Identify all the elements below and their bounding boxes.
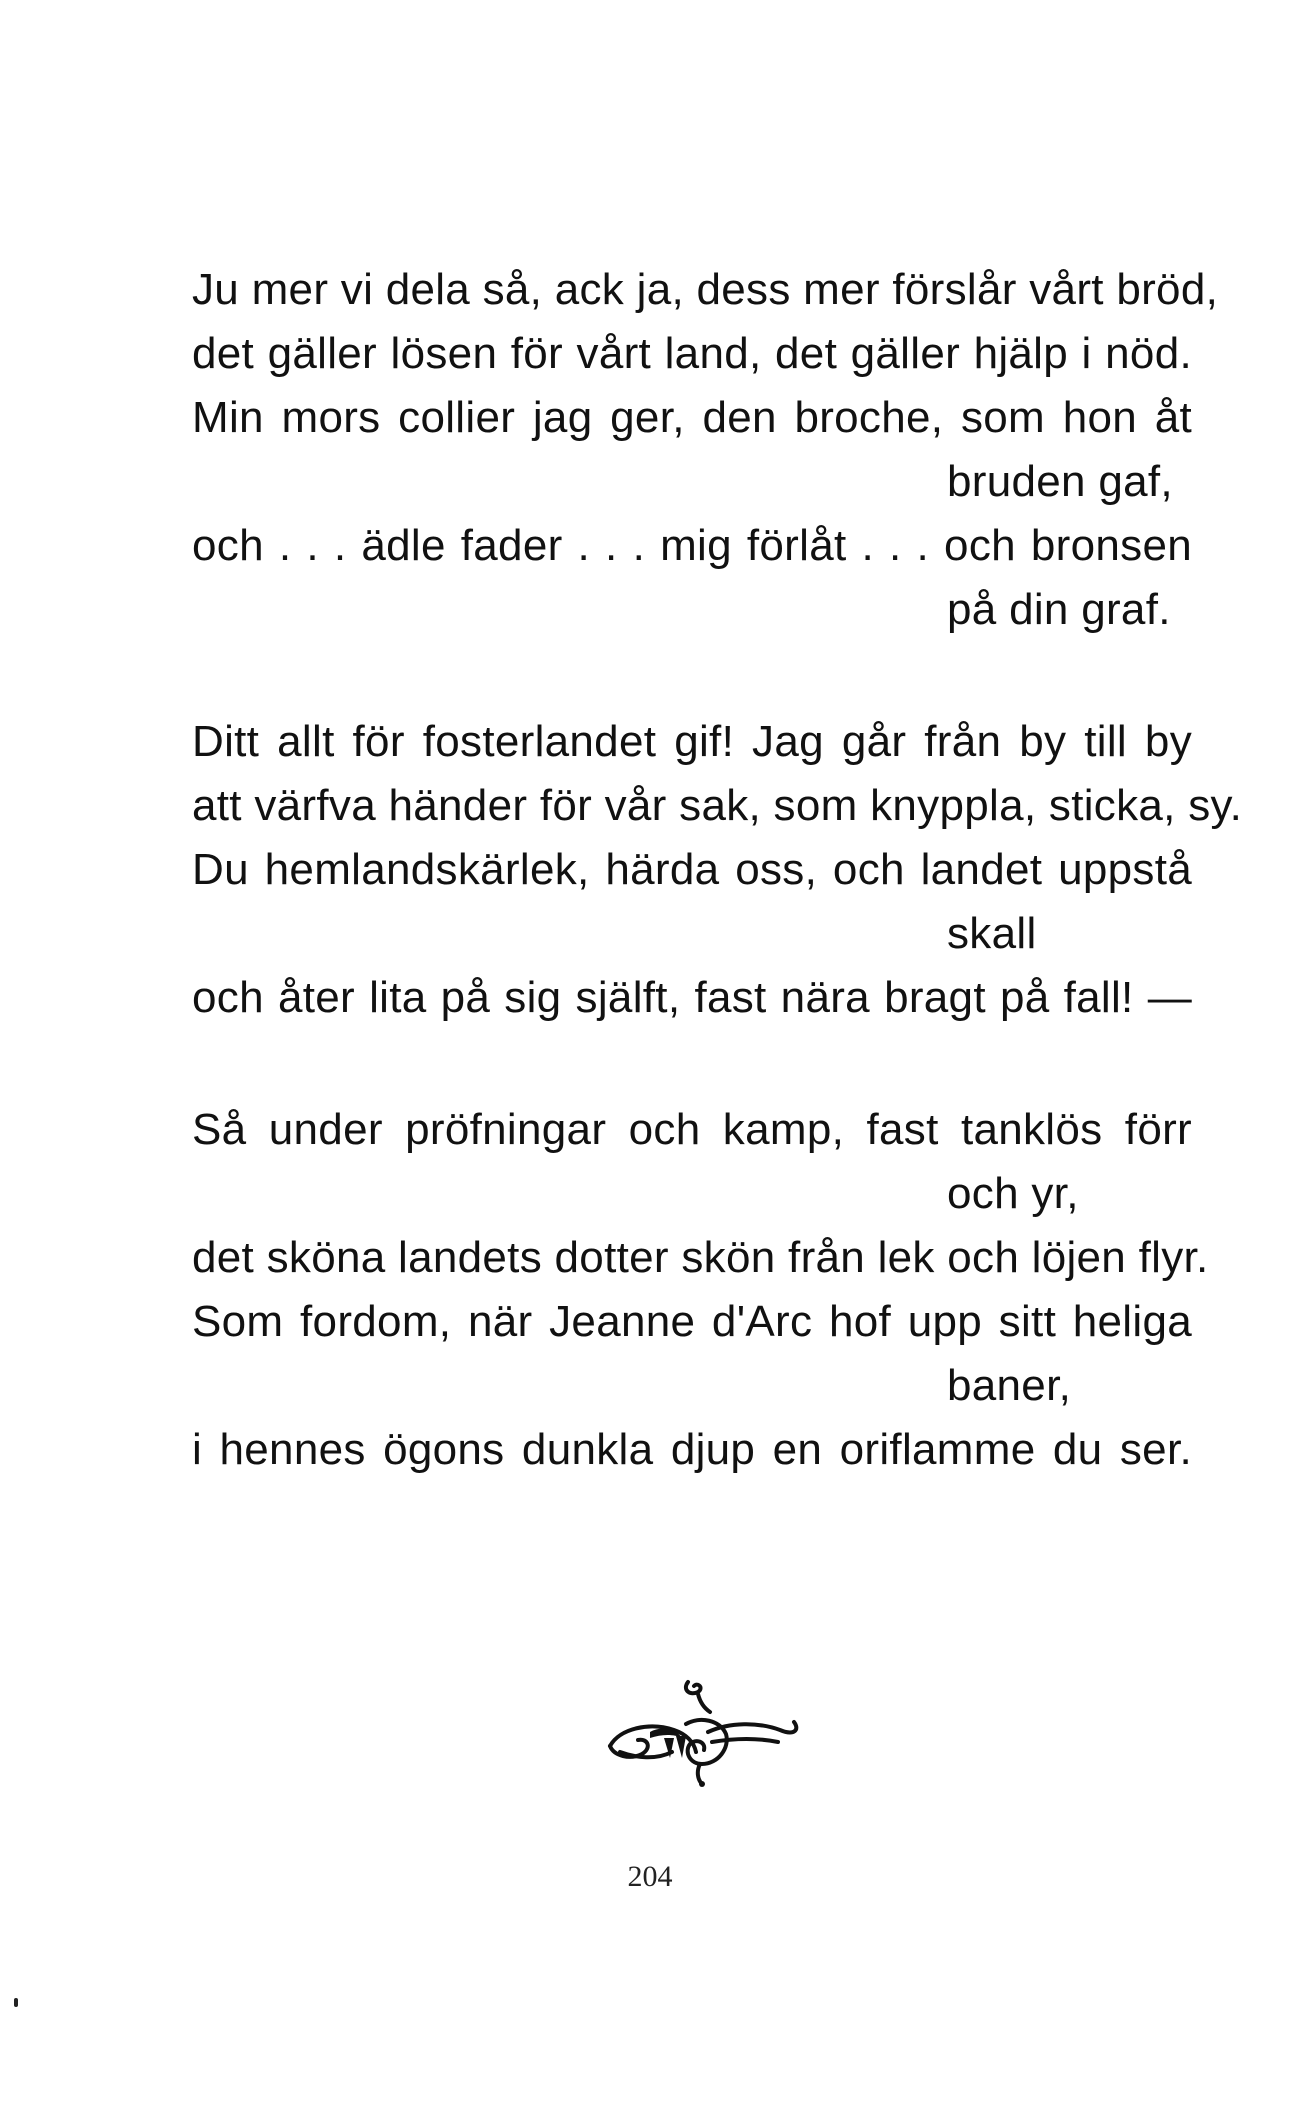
- scan-speck: [14, 1998, 18, 2007]
- poem-line-continuation: på din graf.: [947, 585, 1171, 634]
- poem-line-continuation: baner,: [947, 1361, 1072, 1410]
- floral-ornament-icon: [590, 1672, 810, 1792]
- poem-line: Så under pröfningar och kamp, fast tanklös förr: [192, 1105, 1192, 1154]
- poem-line: Min mors collier jag ger, den broche, som hon åt: [192, 393, 1192, 442]
- poem-line: Du hemlandskärlek, härda oss, och landet uppstå: [192, 845, 1192, 894]
- poem-line-continuation: skall: [947, 909, 1037, 958]
- poem-line: Som fordom, när Jeanne d'Arc hof upp sitt heliga: [192, 1297, 1192, 1346]
- poem-line: det gäller lösen för vårt land, det gäller hjälp i nöd.: [192, 329, 1192, 378]
- poem: [192, 258, 1243, 1550]
- poem-line-continuation: bruden gaf,: [947, 457, 1173, 506]
- stanza-2: [192, 710, 1243, 1030]
- poem-line: det sköna landets dotter skön från lek och löjen flyr.: [192, 1233, 1209, 1282]
- poem-line-continuation: och yr,: [947, 1169, 1079, 1218]
- poem-line: att värfva händer för vår sak, som knyppla, sticka, sy.: [192, 781, 1243, 830]
- poem-line: Ditt allt för fosterlandet gif! Jag går från by till by: [192, 717, 1192, 766]
- poem-line: och . . . ädle fader . . . mig förlåt . . . och bronsen: [192, 521, 1192, 570]
- poem-line: och åter lita på sig själft, fast nära bragt på fall! —: [192, 973, 1192, 1022]
- poem-line: Ju mer vi dela så, ack ja, dess mer förslår vårt bröd,: [192, 265, 1219, 314]
- page-number: 204: [627, 1860, 673, 1893]
- stanza-3: [192, 1098, 1209, 1482]
- stanza-1: [192, 258, 1219, 642]
- poem-line: i hennes ögons dunkla djup en oriflamme du ser.: [192, 1425, 1192, 1474]
